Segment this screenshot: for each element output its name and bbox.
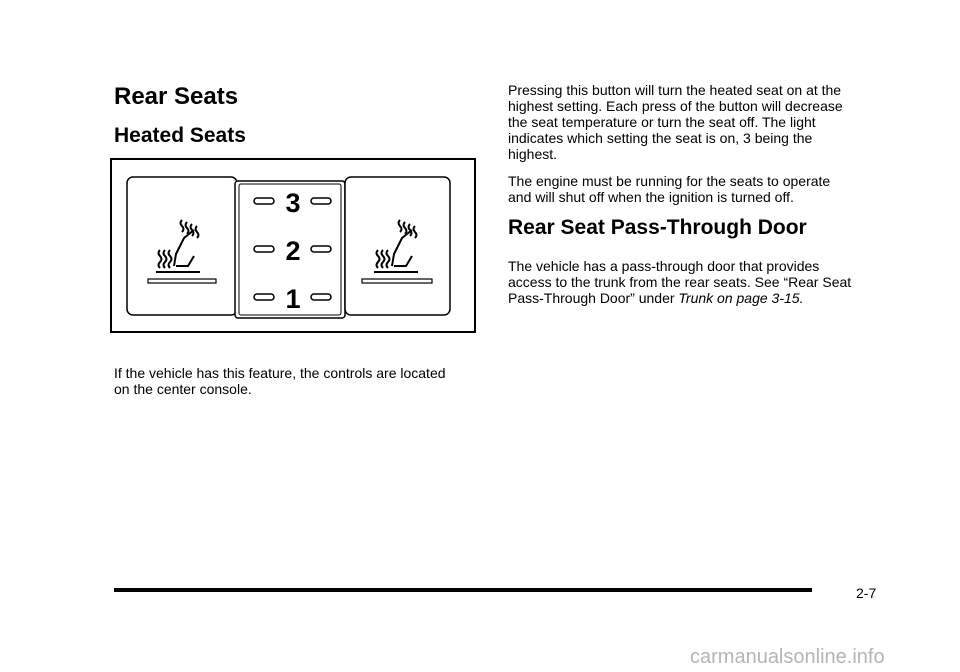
- heated-seat-controls-figure: [110, 158, 476, 333]
- page-title: Rear Seats: [114, 83, 239, 110]
- text-line: highest.: [508, 146, 558, 162]
- text-line: indicates which setting the seat is on, 3 being the: [508, 130, 813, 146]
- level-2-light-right: [311, 246, 331, 252]
- watermark: carmanualsonline.info: [690, 646, 885, 668]
- section-heading-heated-seats: Heated Seats: [114, 124, 246, 147]
- level-3-light-left: [254, 198, 274, 204]
- text-line: on the center console.: [114, 381, 252, 397]
- text-line: Pressing this button will turn the heated seat on at the: [508, 82, 842, 98]
- text-line: The engine must be running for the seats to operate: [508, 173, 831, 189]
- right-paragraph-2: [508, 173, 830, 205]
- page-number: 2-7: [856, 585, 877, 601]
- level-1-light-left: [254, 294, 274, 300]
- footer-rule: [114, 588, 812, 592]
- left-paragraph: [114, 365, 446, 397]
- trunk-page-reference-link[interactable]: Trunk on page 3-15.: [678, 290, 804, 306]
- level-2-label: 2: [285, 236, 301, 266]
- level-1-light-right: [311, 294, 331, 300]
- left-heated-seat-button[interactable]: [127, 177, 237, 315]
- text-line: highest setting. Each press of the button will decrease: [508, 98, 843, 114]
- right-paragraph-1: [508, 82, 843, 162]
- level-3-light-right: [311, 198, 331, 204]
- text-line: If the vehicle has this feature, the controls are located: [114, 365, 446, 381]
- controls-illustration: [112, 160, 474, 331]
- text-line: and will shut off when the ignition is turned off.: [508, 189, 794, 205]
- section-heading-pass-through-door: Rear Seat Pass-Through Door: [508, 216, 807, 239]
- level-1-label: 1: [285, 284, 301, 314]
- text-line: the seat temperature or turn the seat off. The light: [508, 114, 816, 130]
- text-segment: Pass-Through Door” under: [508, 290, 679, 306]
- text-line: access to the trunk from the rear seats. See “Rear Seat: [508, 274, 852, 290]
- right-paragraph-3: [508, 258, 851, 306]
- text-line: [508, 290, 851, 306]
- text-line: The vehicle has a pass-through door that provides: [508, 258, 820, 274]
- level-2-light-left: [254, 246, 274, 252]
- level-3-label: 3: [285, 188, 301, 218]
